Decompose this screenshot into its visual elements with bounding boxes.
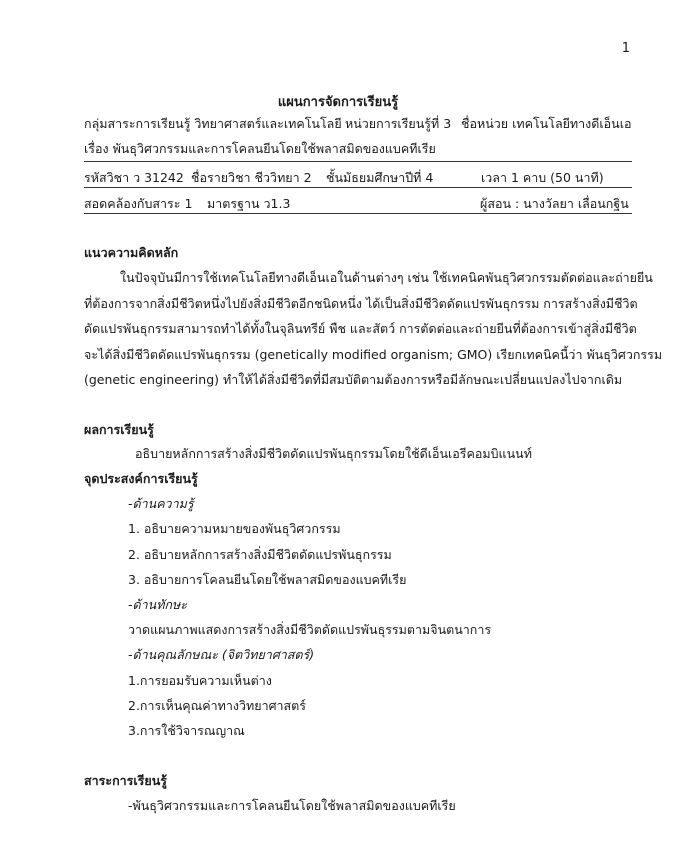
concept-line: ดัดแปรพันธุกรรมสามารถทำได้ทั้งในจุลินทรีย์ พืช และสัตว์ การตัดต่อและถ่ายยีนที่ต้องการเข้าสู่สิ่งมีชีวิต [84,321,637,336]
concept-line: ในปัจจุบันมีการใช้เทคโนโลยีทางดีเอ็นเอในด้านต่างๆ เช่น ใช้เทคนิคพันธุวิศวกรรมตัดต่อและถ่ายยีน [120,270,653,285]
concept-line: (genetic engineering) ทำให้ได้สิ่งมีชีวิตที่มีสมบัติตามต้องการหรือมีลักษณะเปลี่ยนแปลงไปจากเดิม [84,372,623,387]
objectives-heading: จุดประสงค์การเรียนรู้ [84,471,198,486]
knowledge-item: 3. อธิบายการโคลนยีนโดยใช้พลาสมิดของแบคทีเรีย [128,572,407,587]
knowledge-label: -ด้านความรู้ [128,496,194,511]
page-title: แผนการจัดการเรียนรู้ [277,95,399,110]
standard: มาตรฐาน ว1.3 [207,196,291,211]
attribute-label: -ด้านคุณลักษณะ (จิตวิทยาศาสตร์) [128,647,315,662]
course-name: ชื่อรายวิชา ชีววิทยา 2 [191,170,312,185]
knowledge-item: 2. อธิบายหลักการสร้างสิ่งมีชีวิตดัดแปรพันธุกรรม [128,547,392,562]
content-heading: สาระการเรียนรู้ [84,773,167,788]
header-divider-bottom [84,213,632,214]
header-divider-top [84,161,632,162]
attribute-item: 2.การเห็นคุณค่าทางวิทยาศาสตร์ [128,698,307,713]
header-divider-middle [84,187,632,188]
knowledge-item: 1. อธิบายความหมายของพันธุวิศวกรรม [128,521,341,536]
skill-label: -ด้านทักษะ [128,597,187,612]
lesson-topic: เรื่อง พันธุวิศวกรรมและการโคลนยีนโดยใช้พลาสมิดของแบคทีเรีย [84,141,436,156]
unit-number: หน่วยการเรียนรู้ที่ 3 [345,116,452,131]
unit-name: ชื่อหน่วย เทคโนโลยีทางดีเอ็นเอ [461,116,632,131]
outcome-text: อธิบายหลักการสร้างสิ่งมีชีวิตดัดแปรพันธุกรรมโดยใช้ดีเอ็นเอรีคอมบิแนนท์ [135,446,532,461]
attribute-item: 3.การใช้วิจารณญาณ [128,723,245,738]
concept-heading: แนวความคิดหลัก [84,245,179,260]
page-number: 1 [621,41,630,56]
concept-line: จะได้สิ่งมีชีวิตดัดแปรพันธุกรรม (genetically modified organism; GMO) เรียกเทคนิคนี้ว่า พันธุวิศวกรรม [84,347,663,362]
content-text: -พันธุวิศวกรรมและการโคลนยีนโดยใช้พลาสมิดของแบคทีเรีย [128,798,456,813]
grade-level: ชั้นมัธยมศึกษาปีที่ 4 [326,170,434,185]
concept-line: ที่ต้องการจากสิ่งมีชีวิตหนึ่งไปยังสิ่งมีชีวิตอีกชนิดหนึ่ง ได้เป็นสิ่งมีชีวิตดัดแปรพันธุกรรม การสร้างสิ่งมีชีวิต [84,296,638,311]
lesson-time: เวลา 1 คาบ (50 นาที) [481,170,604,185]
learning-group: กลุ่มสาระการเรียนรู้ วิทยาศาสตร์และเทคโนโลยี [84,116,342,131]
skill-text: วาดแผนภาพแสดงการสร้างสิ่งมีชีวิตดัดแปรพันธุรรมตามจินตนาการ [128,622,492,637]
attribute-item: 1.การยอมรับความเห็นต่าง [128,673,272,688]
teacher-name: ผู้สอน : นางวัลยา เลื่อนกฐิน [480,196,629,211]
strand: สอดคล้องกับสาระ 1 [84,196,193,211]
course-code: รหัสวิชา ว 31242 [84,170,184,185]
outcome-heading: ผลการเรียนรู้ [84,422,154,437]
